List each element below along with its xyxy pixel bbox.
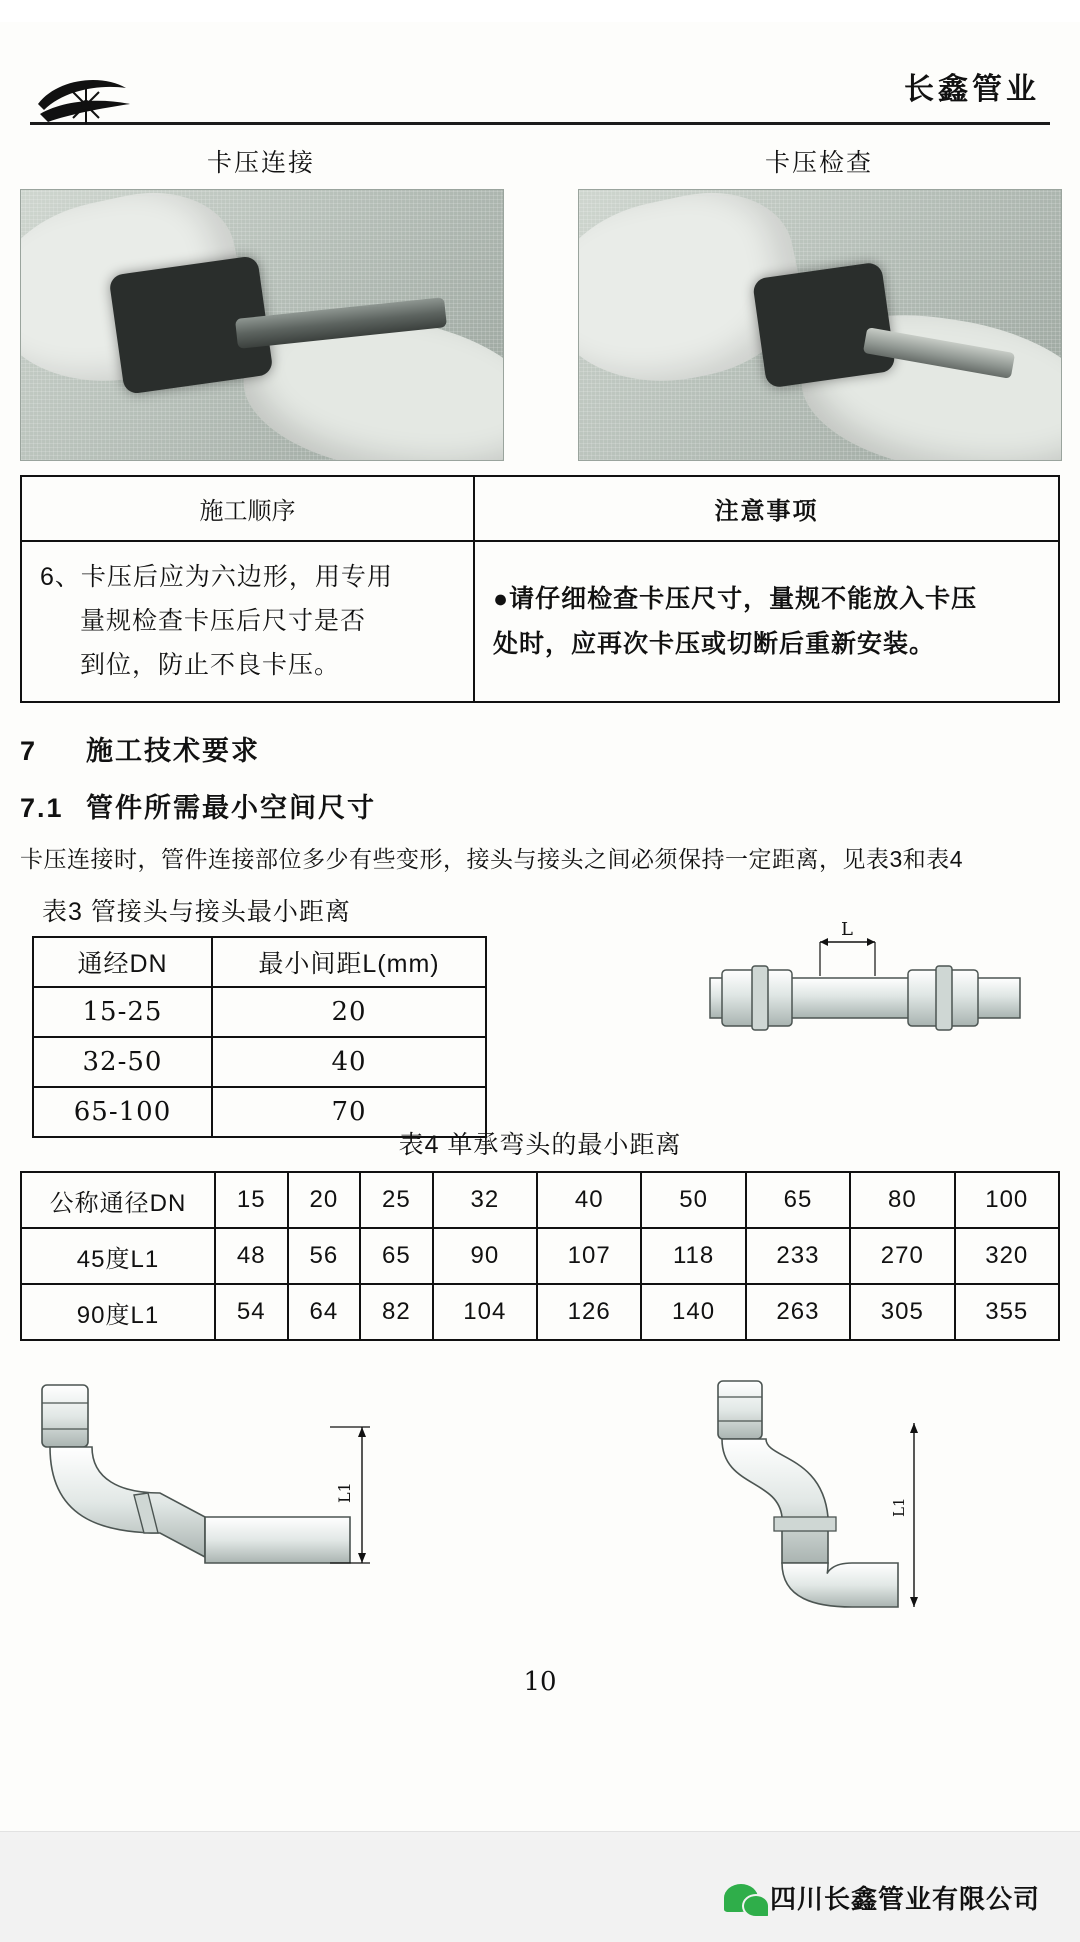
table-row bbox=[33, 1037, 486, 1087]
subsection-number: 7.1 bbox=[20, 793, 64, 824]
table4-row-header-45: 45度L1 bbox=[21, 1228, 215, 1284]
table4-cell: 48 bbox=[215, 1228, 288, 1284]
table4-cell: 233 bbox=[746, 1228, 850, 1284]
table4-cell: 64 bbox=[288, 1284, 361, 1340]
procedure-header-note: 注意事项 bbox=[474, 476, 1059, 541]
subsection-title: 管件所需最小空间尺寸 bbox=[86, 793, 376, 824]
section-number: 7 bbox=[20, 736, 38, 767]
table3-cell-gap: 20 bbox=[212, 987, 486, 1037]
photo-block-right bbox=[578, 143, 1060, 461]
table4-col-header: 100 bbox=[955, 1172, 1059, 1228]
elbow-90-dimension-label: L1 bbox=[890, 1497, 908, 1518]
table4-col-header: 15 bbox=[215, 1172, 288, 1228]
table4-cell: 263 bbox=[746, 1284, 850, 1340]
table4-cell: 305 bbox=[850, 1284, 954, 1340]
table4-header-dn: 公称通径DN bbox=[21, 1172, 215, 1228]
table4-col-header: 80 bbox=[850, 1172, 954, 1228]
table3-block bbox=[20, 892, 1060, 1128]
subsection-heading bbox=[20, 786, 1060, 825]
table4-col-header: 40 bbox=[537, 1172, 641, 1228]
table-row bbox=[33, 1087, 486, 1137]
procedure-step-line3: 到位，防止不良卡压。 bbox=[80, 650, 341, 679]
table-row bbox=[21, 1284, 1059, 1340]
table3-header-dn: 通经DN bbox=[33, 937, 212, 987]
table4-row-header-90: 90度L1 bbox=[21, 1284, 215, 1340]
table3 bbox=[32, 936, 487, 1138]
table4-col-header: 65 bbox=[746, 1172, 850, 1228]
table4 bbox=[20, 1171, 1060, 1341]
table-row bbox=[21, 476, 1059, 541]
table4-cell: 270 bbox=[850, 1228, 954, 1284]
procedure-step-line1: 6、卡压后应为六边形，用专用 bbox=[40, 563, 393, 591]
photo-caption-right: 卡压检查 bbox=[764, 149, 873, 177]
table4-cell: 82 bbox=[360, 1284, 433, 1340]
table3-title: 表3 管接头与接头最小距离 bbox=[42, 898, 351, 927]
table4-cell: 104 bbox=[433, 1284, 537, 1340]
section-title: 施工技术要求 bbox=[86, 736, 260, 767]
table4-col-header: 32 bbox=[433, 1172, 537, 1228]
section-heading bbox=[20, 729, 1060, 768]
table3-header-gap: 最小间距L(mm) bbox=[212, 937, 486, 987]
table4-cell: 90 bbox=[433, 1228, 537, 1284]
table4-cell: 118 bbox=[641, 1228, 745, 1284]
table3-cell-dn: 65-100 bbox=[33, 1087, 212, 1137]
photo-block-left bbox=[20, 143, 502, 461]
section-paragraph: 卡压连接时，管件连接部位多少有些变形，接头与接头之间必须保持一定距离，见表3和表4 bbox=[20, 846, 964, 873]
table4-cell: 140 bbox=[641, 1284, 745, 1340]
table-row bbox=[21, 1172, 1059, 1228]
coupling-dimension-label: L bbox=[841, 920, 853, 941]
table3-cell-dn: 15-25 bbox=[33, 987, 212, 1037]
footer-content bbox=[724, 1879, 1040, 1916]
elbow-45-figure bbox=[30, 1367, 450, 1617]
procedure-table bbox=[20, 475, 1060, 703]
procedure-note-cell bbox=[474, 541, 1059, 702]
document-page bbox=[0, 22, 1080, 1942]
table4-cell: 54 bbox=[215, 1284, 288, 1340]
table4-title: 表4 单承弯头的最小距离 bbox=[398, 1131, 682, 1160]
table-row bbox=[21, 1228, 1059, 1284]
table4-col-header: 50 bbox=[641, 1172, 745, 1228]
table-row bbox=[33, 937, 486, 987]
starburst-logo-icon bbox=[30, 70, 150, 130]
table4-cell: 320 bbox=[955, 1228, 1059, 1284]
table4-cell: 355 bbox=[955, 1284, 1059, 1340]
elbow-90-figure bbox=[670, 1367, 970, 1617]
photo-crimp-connect bbox=[20, 189, 504, 461]
page-number: 10 bbox=[523, 1667, 557, 1698]
procedure-step-line2: 量规检查卡压后尺寸是否 bbox=[80, 606, 367, 635]
table3-cell-gap: 40 bbox=[212, 1037, 486, 1087]
photo-row bbox=[20, 143, 1060, 461]
procedure-header-step: 施工顺序 bbox=[21, 476, 474, 541]
table4-cell: 107 bbox=[537, 1228, 641, 1284]
table4-cell: 126 bbox=[537, 1284, 641, 1340]
table3-cell-dn: 32-50 bbox=[33, 1037, 212, 1087]
table-row bbox=[21, 541, 1059, 702]
elbow-figure-row bbox=[20, 1367, 1060, 1627]
coupling-figure bbox=[700, 920, 1030, 1070]
table4-cell: 56 bbox=[288, 1228, 361, 1284]
table-row bbox=[33, 987, 486, 1037]
table4-col-header: 25 bbox=[360, 1172, 433, 1228]
photo-caption-left: 卡压连接 bbox=[206, 149, 315, 177]
page-footer bbox=[0, 1831, 1080, 1942]
brand-title: 长鑫管业 bbox=[904, 72, 1040, 107]
table4-cell: 65 bbox=[360, 1228, 433, 1284]
table4-col-header: 20 bbox=[288, 1172, 361, 1228]
page-header bbox=[30, 22, 1050, 125]
procedure-note-line1: ●请仔细检查卡压尺寸，量规不能放入卡压 bbox=[493, 584, 978, 613]
footer-company-name: 四川长鑫管业有限公司 bbox=[769, 1884, 1040, 1914]
elbow-45-dimension-label: L1 bbox=[335, 1482, 354, 1504]
table3-cell-gap: 70 bbox=[212, 1087, 486, 1137]
procedure-step-cell bbox=[21, 541, 474, 702]
photo-crimp-check bbox=[578, 189, 1062, 461]
photo-gauge-tool bbox=[752, 261, 896, 388]
wechat-icon bbox=[724, 1884, 758, 1912]
procedure-note-line2: 处时，应再次卡压或切断后重新安装。 bbox=[493, 629, 936, 658]
